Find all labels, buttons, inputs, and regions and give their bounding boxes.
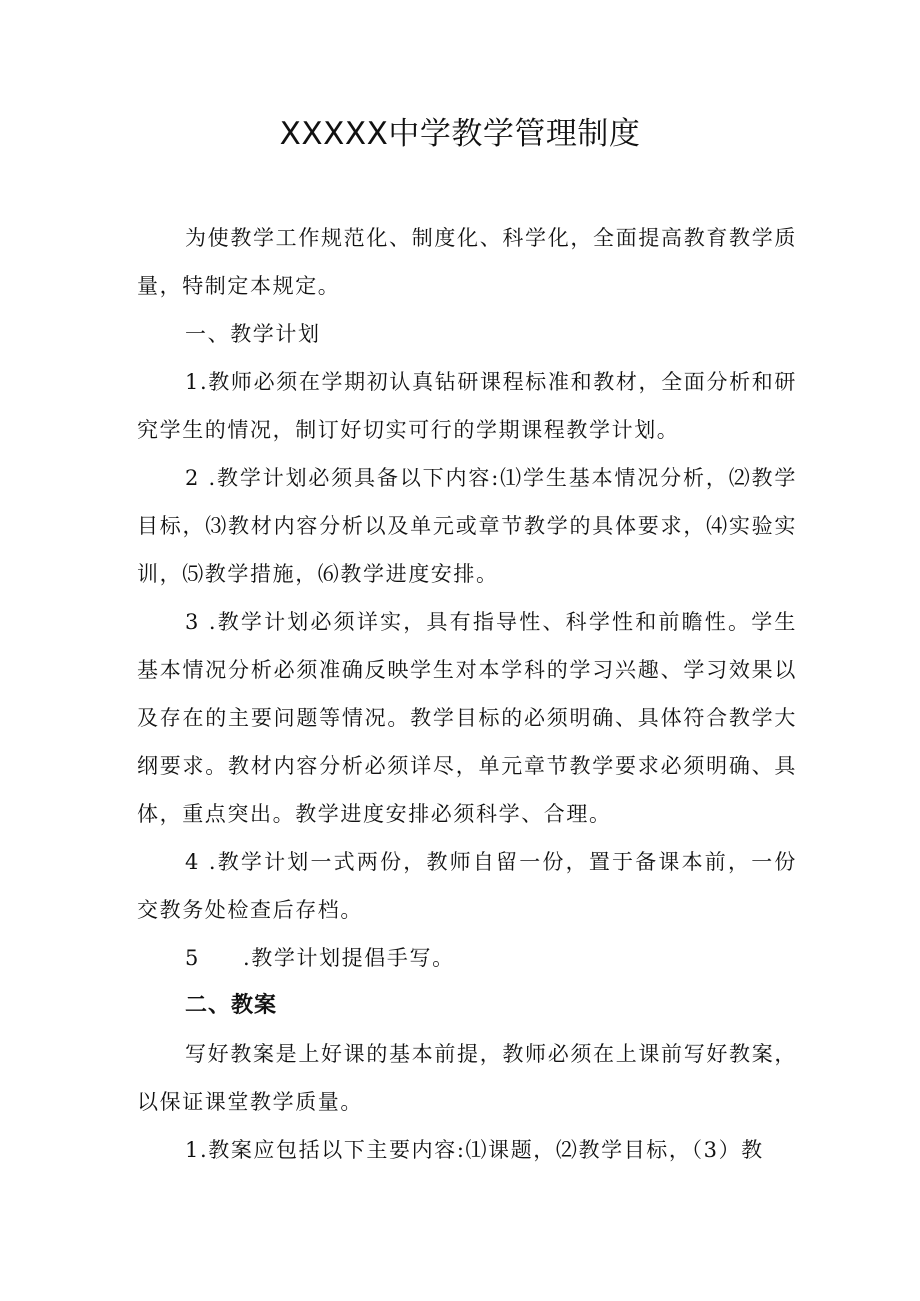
document-title: XXXXX中学教学管理制度 xyxy=(279,116,641,152)
paragraph-6: 写好教案是上好课的基本前提，教师必须在上课前写好教案，以保证课堂教学质量。 xyxy=(137,1042,797,1114)
paragraph-7: 1.教案应包括以下主要内容:⑴课题，⑵教学目标，（3）教 xyxy=(185,1138,764,1162)
section-2-heading: 二、教案 xyxy=(185,993,278,1018)
paragraph-2: 2 .教学计划必须具备以下内容:⑴学生基本情况分析，⑵教学目标，⑶教材内容分析以及单元或章节教学的具体要求，⑷实验实训，⑸教学措施，⑹教学进度安排。 xyxy=(137,466,797,586)
paragraph-1: 1.教师必须在学期初认真钻研课程标准和教材，全面分析和研究学生的情况，制订好切实可行的学期课程教学计划。 xyxy=(137,370,797,442)
paragraph-5-number: 5 xyxy=(185,946,200,970)
section-1-heading: 一、教学计划 xyxy=(185,322,321,346)
paragraph-4: 4 .教学计划一式两份，教师自留一份，置于备课本前，一份交教务处检查后存档。 xyxy=(137,850,797,922)
intro-paragraph: 为使教学工作规范化、制度化、科学化，全面提高教育教学质量，特制定本规定。 xyxy=(137,226,797,298)
paragraph-3: 3 .教学计划必须详实，具有指导性、科学性和前瞻性。学生基本情况分析必须准确反映学生对本学科的学习兴趣、学习效果以及存在的主要问题等情况。教学目标的必须明确、具体符合教学大纲要求。教材内容分析必须详尽，单元章节教学要求必须明确、具体，重点突出。教学进度安排必须科学、合理。 xyxy=(137,610,797,826)
paragraph-5-text: .教学计划提倡手写。 xyxy=(243,946,455,970)
paragraph-5 xyxy=(137,934,797,982)
